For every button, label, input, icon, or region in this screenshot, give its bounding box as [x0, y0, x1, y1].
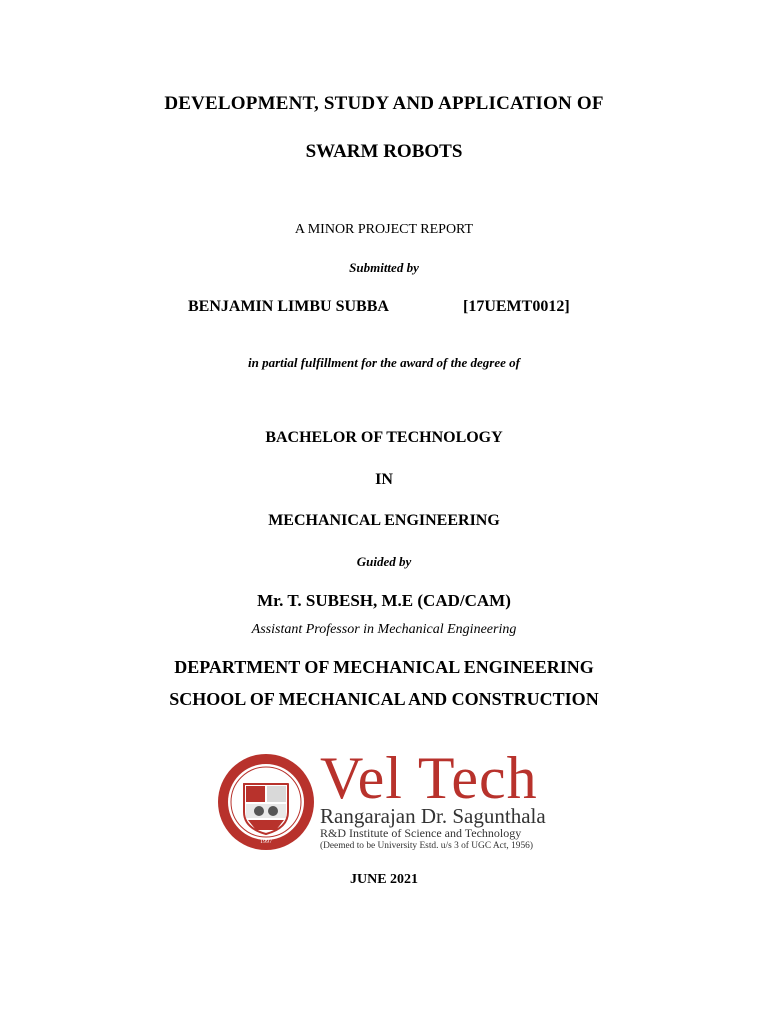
seal-year: 1997 [260, 839, 272, 845]
submitted-by-label: Submitted by [349, 260, 419, 275]
branch-name: MECHANICAL ENGINEERING [268, 512, 500, 529]
guide-name: Mr. T. SUBESH, M.E (CAD/CAM) [257, 591, 511, 610]
school-name: SCHOOL OF MECHANICAL AND CONSTRUCTION [169, 689, 599, 709]
title-line-2: SWARM ROBOTS [305, 141, 463, 162]
logo-institution-subtitle: R&D Institute of Science and Technology [320, 826, 522, 840]
student-name: BENJAMIN LIMBU SUBBA [188, 298, 389, 315]
logo-institution-name: Rangarajan Dr. Sagunthala [320, 804, 546, 828]
report-date: JUNE 2021 [349, 872, 419, 887]
student-id: [17UEMT0012] [463, 298, 570, 315]
logo-deemed-note: (Deemed to be University Estd. u/s 3 of UGC Act, 1956) [320, 841, 533, 851]
student-row [0, 298, 768, 320]
report-type: A MINOR PROJECT REPORT [294, 222, 474, 237]
degree-name: BACHELOR OF TECHNOLOGY [265, 429, 503, 446]
guided-by-label: Guided by [356, 554, 412, 569]
guide-role: Assistant Professor in Mechanical Engineering [251, 622, 517, 637]
department-name: DEPARTMENT OF MECHANICAL ENGINEERING [174, 657, 594, 677]
title-line-1: DEVELOPMENT, STUDY AND APPLICATION OF [164, 93, 604, 114]
university-seal-icon [216, 750, 316, 854]
fulfillment-statement: in partial fulfillment for the award of the degree of [248, 355, 520, 370]
logo-wordmark: Vel Tech [320, 745, 538, 811]
institution-logo [216, 745, 554, 854]
in-label: IN [375, 471, 393, 488]
